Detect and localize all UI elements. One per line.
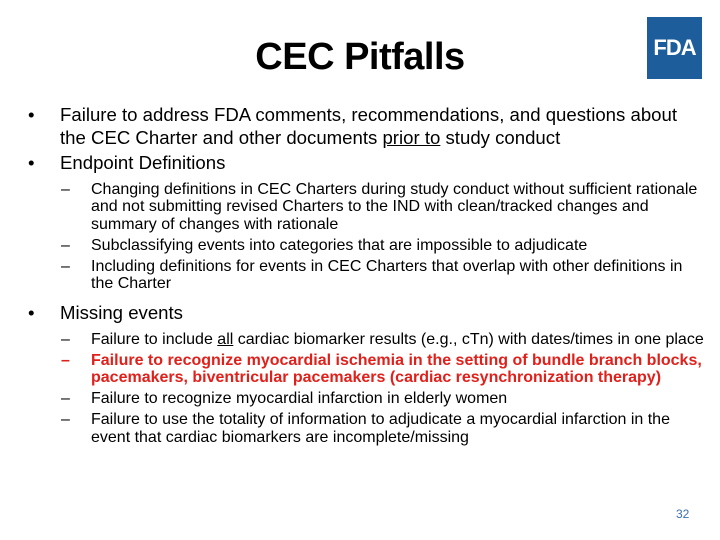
dash-marker: – — [61, 257, 70, 275]
sub-bullet-text: Including definitions for events in CEC Charters that overlap with other definitions in the Charter — [91, 257, 683, 293]
sub-bullet-text: Changing definitions in CEC Charters during study conduct without sufficient rationale and not submitting revised Charters to the IND with clean/tracked changes and summary of changes with rationale — [91, 180, 698, 234]
sub-bullet — [28, 411, 708, 447]
dash-marker: – — [61, 236, 70, 254]
bullet-marker: • — [28, 152, 35, 173]
bullet-text: Missing events — [60, 302, 183, 324]
bullet-text: Failure to address FDA comments, recommendations, and questions about the CEC Charter and other documents — [60, 104, 678, 148]
slide-body — [28, 104, 708, 456]
endpoint-subitems — [28, 181, 708, 294]
dash-marker: – — [61, 330, 70, 348]
bullet-text: Endpoint Definitions — [60, 152, 226, 173]
sub-bullet — [28, 258, 708, 294]
sub-bullet-text: Failure to recognize myocardial ischemia in the setting of bundle branch blocks, pacemakers, biventricular pacemakers (cardiac resynchronization therapy) — [91, 351, 702, 387]
bullet-endpoint-definitions — [28, 152, 708, 175]
dash-marker: – — [61, 180, 70, 198]
slide-title: CEC Pitfalls — [255, 36, 465, 78]
sub-bullet-highlighted — [28, 352, 708, 388]
fda-logo-text: FDA — [653, 35, 696, 60]
sub-bullet — [28, 390, 708, 408]
dash-marker: – — [61, 351, 70, 369]
sub-bullet-text: Failure to include — [91, 330, 218, 348]
sub-bullet-text: Failure to use the totality of information to adjudicate a myocardial infarction in the event that cardiac biomarkers are incomplete/missing — [91, 410, 670, 446]
underlined-text: all — [217, 330, 234, 348]
sub-bullet — [28, 181, 708, 234]
fda-logo — [647, 17, 702, 79]
bullet-marker: • — [28, 302, 35, 324]
sub-bullet — [28, 331, 708, 349]
underlined-text: prior to — [382, 126, 441, 148]
bullet-fda-comments — [28, 104, 708, 149]
bullet-marker: • — [28, 104, 35, 125]
sub-bullet-text: Subclassifying events into categories that are impossible to adjudicate — [91, 236, 588, 254]
sub-bullet — [28, 237, 708, 255]
sub-bullet-text-end: cardiac biomarker results (e.g., cTn) with dates/times in one place — [233, 330, 704, 348]
dash-marker: – — [61, 410, 70, 428]
page-number: 32 — [676, 507, 690, 521]
sub-bullet-text: Failure to recognize myocardial infarction in elderly women — [91, 390, 508, 408]
dash-marker: – — [61, 390, 70, 408]
bullet-text-end: study conduct — [440, 126, 561, 148]
bullet-missing-events — [28, 302, 708, 325]
missing-events-subitems — [28, 331, 708, 447]
